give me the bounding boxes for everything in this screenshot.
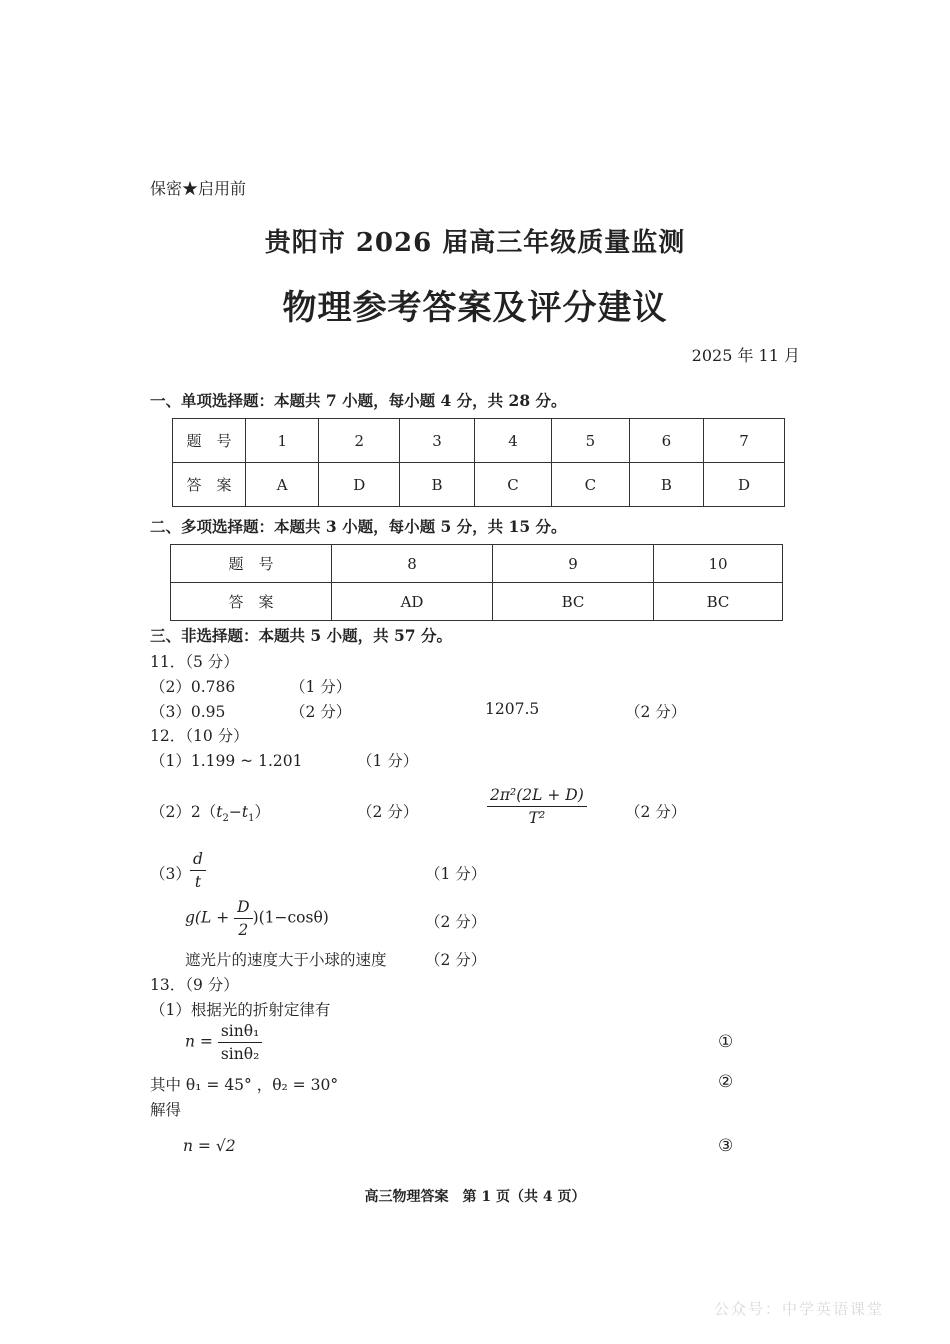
q11-part3-score: （2 分） xyxy=(290,703,352,721)
q11-heading: 11．（5 分） xyxy=(150,653,239,671)
question-number: 3 xyxy=(400,419,475,463)
q12-part2-answer xyxy=(150,800,270,824)
answer-cell: C xyxy=(552,463,629,507)
watermark-text: 公众号：中学英语课堂 xyxy=(713,1300,884,1318)
q12-part2-suffix: ） xyxy=(254,803,270,821)
fraction-denominator: sinθ₂ xyxy=(220,1045,260,1063)
q13-equation-2: 其中 θ₁ = 45° ，θ₂ = 30° xyxy=(150,1076,339,1094)
answer-cell: D xyxy=(704,463,785,507)
answer-row xyxy=(173,463,785,507)
time-symbol: t xyxy=(241,803,249,821)
fraction-numerator: D xyxy=(234,898,252,919)
section3-heading: 三、非选择题：本题共 5 小题，共 57 分。 xyxy=(150,626,452,645)
fraction xyxy=(218,1022,262,1063)
equation-marker-2: ② xyxy=(718,1072,734,1092)
question-number: 7 xyxy=(704,419,785,463)
q12-part2-prefix: （2）2（ xyxy=(150,803,217,821)
answer-cell: BC xyxy=(654,583,783,621)
document-date: 2025 年 11 月 xyxy=(691,346,800,365)
q12-part3-score-2: （2 分） xyxy=(425,913,487,931)
q12-heading: 12．（10 分） xyxy=(150,727,249,745)
page-footer: 高三物理答案 第 1 页（共 4 页） xyxy=(364,1189,586,1205)
question-number: 4 xyxy=(474,419,551,463)
formula-prefix: g(L + xyxy=(185,908,230,927)
fraction xyxy=(234,898,252,939)
fraction-denominator: 2 xyxy=(238,921,249,939)
section1-heading: 一、单项选择题：本题共 7 小题，每小题 4 分，共 28 分。 xyxy=(150,391,567,410)
answer-cell: D xyxy=(319,463,400,507)
q12-part3-formula-2 xyxy=(185,898,329,939)
subscript: 1 xyxy=(248,813,255,825)
q12-part2-formula xyxy=(487,786,587,827)
minus-sign: − xyxy=(228,803,242,821)
q12-part1-answer: （1）1.199 ~ 1.201 xyxy=(150,752,303,770)
fraction xyxy=(190,850,206,891)
equation-lhs: n = xyxy=(185,1032,213,1051)
answer-cell: BC xyxy=(493,583,654,621)
q13-solve-label: 解得 xyxy=(150,1101,182,1119)
question-number: 10 xyxy=(654,545,783,583)
fraction xyxy=(487,786,587,827)
formula-suffix: )(1−cosθ) xyxy=(252,908,329,927)
section2-heading: 二、多项选择题：本题共 3 小题，每小题 5 分，共 15 分。 xyxy=(150,517,567,536)
row-label-question: 题 号 xyxy=(171,545,332,583)
q12-part3-score-3: （2 分） xyxy=(425,951,487,969)
fraction-denominator: T² xyxy=(528,809,546,827)
q11-part3-answer: （3）0.95 xyxy=(150,703,226,721)
subscript: 2 xyxy=(222,813,229,825)
q11-part2-answer: （2）0.786 xyxy=(150,678,236,696)
answer-cell: AD xyxy=(332,583,493,621)
time-symbol: t xyxy=(216,803,223,821)
q12-part3-answer-text: 遮光片的速度大于小球的速度 xyxy=(185,951,387,969)
q11-part2-score: （1 分） xyxy=(290,678,352,696)
question-number: 5 xyxy=(552,419,629,463)
q12-part3-score: （1 分） xyxy=(425,865,487,883)
answer-cell: B xyxy=(629,463,704,507)
exam-title: 贵阳市 2026 届高三年级质量监测 xyxy=(264,228,686,258)
question-number: 9 xyxy=(493,545,654,583)
answer-cell: C xyxy=(474,463,551,507)
answer-cell: B xyxy=(400,463,475,507)
q12-part2-score: （2 分） xyxy=(357,803,419,821)
fraction-numerator: d xyxy=(190,850,206,871)
q12-part3-formula xyxy=(190,850,206,891)
equation-marker-3: ③ xyxy=(718,1136,734,1156)
question-number: 8 xyxy=(332,545,493,583)
equation-marker-1: ① xyxy=(718,1032,734,1052)
row-label-answer: 答 案 xyxy=(171,583,332,621)
question-number-row xyxy=(173,419,785,463)
fraction-denominator: t xyxy=(194,873,202,891)
question-number: 1 xyxy=(246,419,319,463)
confidential-label: 保密★启用前 xyxy=(150,179,247,198)
question-number-row xyxy=(171,545,783,583)
q12-part2-score-b: （2 分） xyxy=(625,803,687,821)
single-choice-table xyxy=(172,418,785,507)
document-title: 物理参考答案及评分建议 xyxy=(282,288,668,328)
row-label-answer: 答 案 xyxy=(173,463,246,507)
q11-part3-score-b: （2 分） xyxy=(625,703,687,721)
row-label-question: 题 号 xyxy=(173,419,246,463)
q12-part1-score: （1 分） xyxy=(357,752,419,770)
q11-part3-answer-b: 1207.5 xyxy=(485,700,540,718)
question-number: 2 xyxy=(319,419,400,463)
q13-equation-1 xyxy=(185,1022,262,1063)
question-number: 6 xyxy=(629,419,704,463)
q13-heading: 13．（9 分） xyxy=(150,976,239,994)
q13-equation-3: n = √2 xyxy=(183,1137,236,1155)
answer-cell: A xyxy=(246,463,319,507)
q12-part3-label: （3） xyxy=(150,865,191,883)
answer-row xyxy=(171,583,783,621)
fraction-numerator: sinθ₁ xyxy=(218,1022,262,1043)
multiple-choice-table xyxy=(170,544,783,621)
q13-part1-text: （1）根据光的折射定律有 xyxy=(150,1001,331,1019)
fraction-numerator: 2π²(2L + D) xyxy=(487,786,587,807)
